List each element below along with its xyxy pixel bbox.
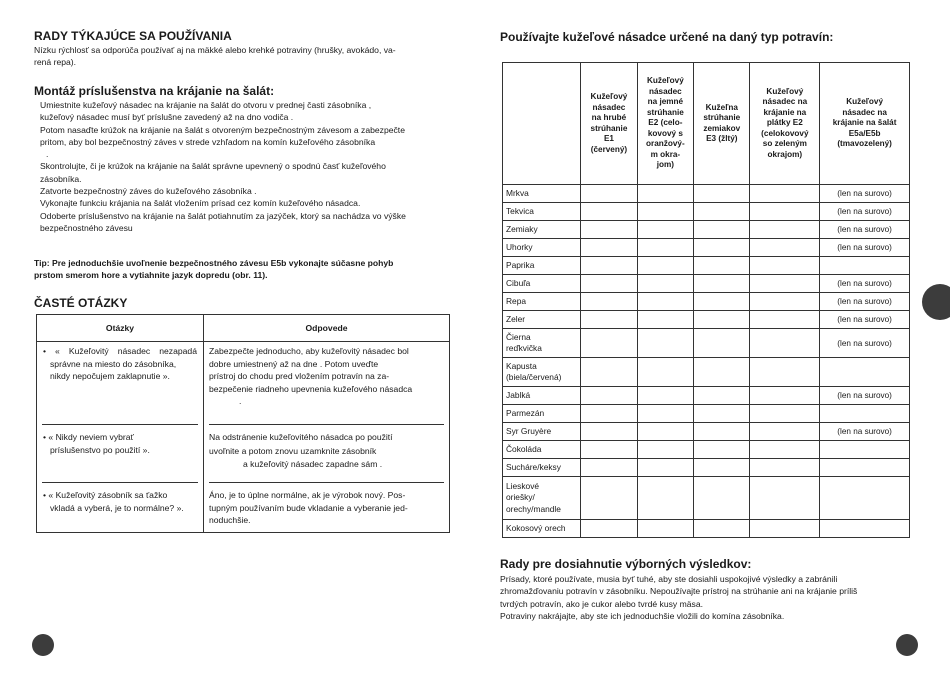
faq-heading: ČASTÉ OTÁZKY [34,296,128,310]
cone-cell [637,387,694,405]
food-name: Tekvica [506,205,534,216]
cone-cell [581,358,637,387]
food-name-cell [503,477,581,520]
salad-line: pritom, aby bol bezpečnostný záves v strede vzhľadom na komín kužeľového zásobníka [40,136,376,147]
food-name: Lieskové [506,480,540,491]
table-row [503,459,910,477]
header-line: Kužeľový [846,97,884,107]
cone-cell [581,257,637,275]
food-name: Syr Gruyère [506,425,552,436]
table-row [503,221,910,239]
food-name: Čierna [506,331,531,342]
header-line: strúhanie [703,113,741,122]
salad-cone-note: (len na surovo) [820,329,910,358]
cone-cell [637,423,694,441]
faq-a-line: noduchšie. [209,515,251,525]
cone-cell [750,520,820,538]
cone-cell [750,257,820,275]
cone-cell [694,221,750,239]
faq-a-line: Na odstránenie kužeľovitého násadca po použití [209,432,393,442]
faq-q-line: vkladá a vyberá, je to normálne? ». [50,502,184,513]
cone-cell [694,275,750,293]
food-name-cell [503,387,581,405]
cone-cell [581,239,637,257]
food-name-cell [503,311,581,329]
faq-a-line: bezpečenie riadneho upevnenia kužeľového násadca [209,383,413,394]
faq-a-line: Áno, je to úplne normálne, ak je výrobok nový. Pos- [209,490,406,500]
salad-cone-note [820,358,910,387]
cone-cell [694,477,750,520]
thumb-tab-dot [922,284,950,320]
cone-cell [694,203,750,221]
header-line: okrajom) [767,149,803,159]
cone-cell [750,203,820,221]
table-row [503,329,910,358]
faq-col-answers: Odpovede [204,315,450,342]
food-name-cell [503,257,581,275]
cone-cell [581,329,637,358]
table-row [503,203,910,221]
food-name-cell [503,520,581,538]
table-row [503,185,910,203]
table-header-2 [637,63,694,185]
header-line: Kužeľna [705,102,738,112]
faq-answer-3 [204,482,450,533]
salad-line: bezpečnostného závesu [40,222,133,233]
salad-heading: Montáž príslušenstva na krájanie na šalát: [34,84,275,98]
cone-cell [581,293,637,311]
food-name-cell [503,203,581,221]
cone-cell [637,459,694,477]
salad-cone-note: (len na surovo) [820,221,910,239]
cone-cell [750,423,820,441]
cone-cell [581,203,637,221]
salad-cone-note: (len na surovo) [820,203,910,221]
cone-cell [750,293,820,311]
food-name-cell [503,275,581,293]
header-line: plátky E2 [766,118,803,128]
cone-cell [694,239,750,257]
cone-cell [750,405,820,423]
food-name: Jablká [506,389,531,400]
faq-a-line: . [239,396,242,406]
salad-line: Potom nasaďte krúžok na krájanie na šalát s otvoreným bezpečnostným závesom a zabezpečte [40,124,405,135]
cone-cell [581,185,637,203]
cone-cell [637,477,694,520]
salad-line: Vykonajte funkciu krájania na šalát vložením prísad cez komín kužeľového násadca. [40,198,361,209]
header-line: E2 (celo- [648,118,683,128]
header-line: so zeleným [762,139,807,149]
header-line: na hrubé [591,113,627,122]
usage-title: RADY TÝKAJÚCE SA POUŽÍVANIA [34,29,232,43]
cone-cell [581,405,637,423]
salad-line: Zatvorte bezpečnostný záves do kužeľového zásobníka . [40,186,257,197]
cone-cell [750,477,820,520]
header-line: krájanie na [763,107,807,117]
salad-cone-note [820,405,910,423]
faq-table [36,314,450,533]
header-line: násadec [648,86,682,96]
cone-cell [637,275,694,293]
cone-cell [637,520,694,538]
cone-cell [694,329,750,358]
salad-cone-note: (len na surovo) [820,423,910,441]
food-name: Zemiaky [506,223,538,234]
food-name-cell [503,293,581,311]
cone-cell [694,185,750,203]
food-name: oriešky/ [506,492,535,503]
tips-line: tvrdých potravín, ako je cukor alebo tvrdé kusy mäsa. [500,598,704,609]
cone-cell [637,257,694,275]
faq-a-line: tupným používaním bude vkladanie a vyberanie jed- [209,502,408,513]
tips-line: Prísady, ktoré používate, musia byť tuhé, aby ste dosiahli uspokojivé výsledky a zabránili [500,574,838,584]
food-name: Parmezán [506,407,545,418]
cone-cell [581,477,637,520]
food-name-cell [503,221,581,239]
cone-cell [750,459,820,477]
cone-cell [694,520,750,538]
header-line: (červený) [590,144,628,154]
faq-question-3 [37,482,204,533]
food-name: Paprika [506,259,535,270]
food-name: orechy/mandle [506,503,561,514]
cone-cell [581,221,637,239]
page-marker-dot [896,634,918,656]
faq-col-questions: Otázky [37,315,204,342]
header-line: zemiakov [703,123,741,133]
table-row [503,520,910,538]
faq-question-1 [37,342,204,425]
food-name: Kapusta [506,360,537,371]
tips-text [500,573,857,622]
header-line: násadec na [842,107,887,117]
cone-cell [750,358,820,387]
food-name: Uhorky [506,241,533,252]
salad-line: Umiestnite kužeľový násadec na krájanie na šalát do otvoru v prednej časti zásobníka , [40,100,372,110]
table-row [503,275,910,293]
food-name-cell [503,185,581,203]
faq-answer-1 [204,342,450,425]
header-line: krájanie na šalát [832,118,897,128]
table-row [503,405,910,423]
salad-cone-note: (len na surovo) [820,387,910,405]
table-row [503,358,910,387]
faq-a-line: uvoľnite a potom znovu uzamknite zásobník [209,445,377,456]
salad-cone-note [820,441,910,459]
cone-cell [637,293,694,311]
food-name: (biela/červená) [506,372,562,382]
faq-q-line: príslušenstvo po použití ». [50,444,150,455]
faq-a-line: prístroj do chodu pred vložením potravín na za- [209,371,390,381]
faq-answer-2 [204,424,450,482]
food-name: Čokoláda [506,443,542,454]
salad-line: Odoberte príslušenstvo na krájanie na šalát potiahnutím za jazýček, ktorý sa nachádza vo výške [40,210,406,221]
cone-cell [581,311,637,329]
cone-cell [637,329,694,358]
header-line: m okra- [650,149,681,159]
food-name-cell [503,423,581,441]
salad-instructions [34,99,406,234]
header-line: oranžový- [646,139,685,149]
table-header-1 [581,63,637,185]
salad-cone-note [820,257,910,275]
cone-cell [637,311,694,329]
faq-question-2 [37,424,204,482]
faq-q-line: • « Kužeľovitý zásobník sa ťažko [43,490,168,500]
salad-cone-note: (len na surovo) [820,275,910,293]
food-name-cell [503,441,581,459]
table-header-0 [503,63,581,185]
tips-line: Potraviny nakrájajte, aby ste ich jednoduchšie vložili do komína zásobníka. [500,610,785,621]
salad-line: zásobníka. [40,173,82,184]
header-line: násadec [592,102,626,112]
table-header-3 [694,63,750,185]
food-cone-table [502,62,910,538]
food-name-cell [503,329,581,358]
table-row [503,311,910,329]
food-name: reďkvička [506,343,542,353]
cone-cell [694,358,750,387]
faq-a-line: Zabezpečte jednoducho, aby kužeľovitý násadec bol [209,346,409,356]
header-line: násadec na [762,97,808,107]
cone-cell [581,441,637,459]
table-row [503,477,910,520]
salad-cone-note: (len na surovo) [820,311,910,329]
food-name-cell [503,358,581,387]
table-row [503,387,910,405]
cone-cell [750,185,820,203]
cone-cell [637,358,694,387]
cone-cell [637,185,694,203]
salad-cone-note: (len na surovo) [820,239,910,257]
food-name: Zeler [506,313,526,324]
cone-cell [637,221,694,239]
table-row [503,441,910,459]
cone-cell [750,239,820,257]
cone-cell [750,329,820,358]
header-line: strúhanie [590,123,628,133]
cone-cell [581,459,637,477]
cone-cell [750,441,820,459]
header-line: E5a/E5b [848,128,881,138]
header-line: Kužeľový [766,86,804,96]
cone-cell [694,311,750,329]
header-line: E1 [603,134,614,143]
cone-cell [637,405,694,423]
salad-cone-note [820,477,910,520]
page-marker-dot [32,634,54,656]
table-row [503,423,910,441]
salad-line: . [46,149,49,160]
tip-line: prstom smerom hore a vytiahnite jazyk dopredu (obr. 11). [34,270,268,281]
cone-cell [694,441,750,459]
cone-cell [694,459,750,477]
header-line: (tmavozelený) [837,139,892,149]
food-name-cell [503,405,581,423]
cone-cell [694,257,750,275]
intro-text [34,44,396,69]
header-line: Kužeľový [646,76,684,86]
cones-title: Používajte kužeľové násadce určené na daný typ potravín: [500,30,834,44]
header-line: strúhanie [646,107,684,117]
header-line: Kužeľový [590,92,628,101]
salad-cone-note [820,459,910,477]
cone-cell [637,203,694,221]
cone-cell [694,405,750,423]
tip-line: Tip: Pre jednoduchšie uvoľnenie bezpečnostného závesu E5b vykonajte súčasne pohyb [34,258,394,268]
header-line: jom) [656,160,675,170]
food-name: Repa [506,295,527,306]
cone-cell [750,221,820,239]
tips-heading: Rady pre dosiahnutie výborných výsledkov: [500,557,752,571]
food-name-cell [503,459,581,477]
cone-cell [694,387,750,405]
table-row [503,293,910,311]
table-row [503,257,910,275]
table-header-4 [750,63,820,185]
faq-a-line: dobre umiestnený až na dne . Potom uveďte [209,358,379,369]
food-name: Cibuľa [506,277,531,288]
intro-line: Nízku rýchlosť sa odporúča používať aj na mäkké alebo krehké potraviny (hrušky, avokádo, va- [34,45,396,55]
faq-q-line: nikdy nepočujem zaklapnutie ». [50,371,170,381]
header-line: kovový s [647,128,683,138]
cone-cell [637,441,694,459]
cone-cell [637,239,694,257]
cone-cell [581,387,637,405]
header-line: (celokovový [761,128,809,138]
salad-line: kužeľový násadec musí byť príslušne zavedený až na dno vodiča . [40,112,294,123]
food-name: Kokosový orech [506,522,566,533]
header-line: E3 (žltý) [706,134,738,143]
faq-q-line: • « Nikdy neviem vybrať [43,432,134,442]
tips-line: zhromažďovaniu potravín v zásobníku. Nepoužívajte prístroj na strúhanie ani na krájanie príliš [500,586,858,597]
salad-cone-note: (len na surovo) [820,185,910,203]
header-line: na jemné [647,97,684,107]
tip-text [34,257,393,282]
intro-line: rená repa). [34,57,77,68]
food-name-cell [503,239,581,257]
table-header-5 [820,63,910,185]
faq-q-line: • « Kužeľovitý násadec nezapadá [43,346,197,356]
cone-cell [581,520,637,538]
cone-cell [750,311,820,329]
table-row [503,239,910,257]
food-name: Sucháre/keksy [506,461,561,472]
cone-cell [694,423,750,441]
food-name: Mrkva [506,187,529,198]
cone-cell [581,423,637,441]
faq-a-line: a kužeľovitý násadec zapadne sám . [243,459,383,469]
cone-cell [581,275,637,293]
faq-q-line: správne na miesto do zásobníka, [50,358,177,369]
cone-cell [694,293,750,311]
cone-cell [750,387,820,405]
salad-cone-note: (len na surovo) [820,293,910,311]
salad-line: Skontrolujte, či je krúžok na krájanie na šalát správne upevnený o spodnú časť kužeľového [40,161,386,172]
cone-cell [750,275,820,293]
salad-cone-note [820,520,910,538]
